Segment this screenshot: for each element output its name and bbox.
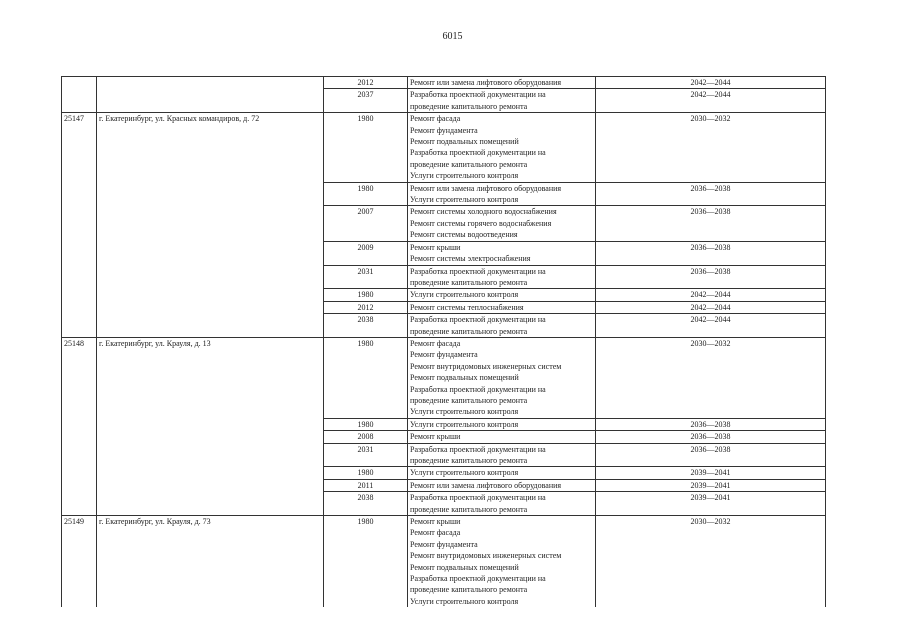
page-number: 6015 <box>442 31 463 42</box>
period-cell: 2036—2038 <box>596 265 826 289</box>
works-cell <box>408 265 596 289</box>
building-address-cell: г. Екатеринбург, ул. Красных командиров, д. 72 <box>97 113 324 338</box>
period-cell: 2036—2038 <box>596 431 826 443</box>
building-id-cell <box>62 77 97 113</box>
table-row <box>62 77 826 89</box>
period-cell: 2042—2044 <box>596 314 826 338</box>
work-item: Разработка проектной документации на <box>410 384 546 394</box>
period-cell: 2030—2032 <box>596 337 826 418</box>
work-item: Ремонт крыши <box>410 432 461 442</box>
work-item: Ремонт крыши <box>410 242 461 252</box>
work-item: Разработка проектной документации на <box>410 90 546 100</box>
works-cell <box>408 113 596 182</box>
work-item: Услуги строительного контроля <box>410 407 519 417</box>
work-item: Услуги строительного контроля <box>410 171 519 181</box>
year-cell: 1980 <box>324 516 408 608</box>
work-item: Услуги строительного контроля <box>410 290 519 300</box>
work-item: Ремонт или замена лифтового оборудования <box>410 78 562 87</box>
work-item: Разработка проектной документации на <box>410 315 546 325</box>
work-item: Ремонт фасада <box>410 528 461 538</box>
works-cell <box>408 467 596 479</box>
work-item: Услуги строительного контроля <box>410 468 519 478</box>
work-item: Услуги строительного контроля <box>410 596 519 606</box>
period-cell: 2042—2044 <box>596 289 826 301</box>
work-item: проведение капитального ремонта <box>410 101 528 111</box>
works-cell <box>408 241 596 265</box>
year-cell: 1980 <box>324 113 408 182</box>
period-cell: 2036—2038 <box>596 182 826 206</box>
building-address-cell: г. Екатеринбург, ул. Крауля, д. 73 <box>97 516 324 608</box>
year-cell: 2038 <box>324 314 408 338</box>
works-cell <box>408 431 596 443</box>
year-cell: 2009 <box>324 241 408 265</box>
repair-schedule-table <box>61 76 826 607</box>
year-cell: 2031 <box>324 265 408 289</box>
works-cell <box>408 516 596 608</box>
table-row <box>62 337 826 418</box>
year-cell: 2038 <box>324 492 408 516</box>
year-cell: 1980 <box>324 418 408 430</box>
work-item: Ремонт фасада <box>410 338 461 348</box>
works-cell <box>408 89 596 113</box>
year-cell: 2008 <box>324 431 408 443</box>
works-cell <box>408 206 596 241</box>
year-cell: 2012 <box>324 77 408 89</box>
work-item: проведение капитального ремонта <box>410 585 528 595</box>
period-cell: 2036—2038 <box>596 418 826 430</box>
period-cell: 2042—2044 <box>596 77 826 89</box>
schedule-body <box>62 77 826 608</box>
work-item: Ремонт фундамента <box>410 539 478 549</box>
building-address-cell: г. Екатеринбург, ул. Крауля, д. 13 <box>97 337 324 515</box>
work-item: Разработка проектной документации на <box>410 493 546 503</box>
works-cell <box>408 301 596 313</box>
table-row <box>62 516 826 608</box>
works-cell <box>408 182 596 206</box>
works-cell <box>408 289 596 301</box>
work-item: Ремонт системы теплоснабжения <box>410 302 524 312</box>
work-item: Ремонт системы горячего водоснабжения <box>410 218 552 228</box>
period-cell: 2030—2032 <box>596 113 826 182</box>
works-cell <box>408 314 596 338</box>
year-cell: 1980 <box>324 182 408 206</box>
year-cell: 1980 <box>324 467 408 479</box>
work-item: проведение капитального ремонта <box>410 504 528 514</box>
year-cell: 2007 <box>324 206 408 241</box>
works-cell <box>408 337 596 418</box>
period-cell: 2039—2041 <box>596 479 826 491</box>
work-item: Ремонт подвальных помещений <box>410 137 519 147</box>
work-item: Ремонт крыши <box>410 517 461 527</box>
works-cell <box>408 479 596 491</box>
works-cell <box>408 443 596 467</box>
work-item: Ремонт или замена лифтового оборудования <box>410 480 562 490</box>
work-item: Ремонт системы холодного водоснабжения <box>410 207 557 217</box>
period-cell: 2042—2044 <box>596 89 826 113</box>
period-cell: 2039—2041 <box>596 492 826 516</box>
period-cell: 2036—2038 <box>596 443 826 467</box>
work-item: Разработка проектной документации на <box>410 444 546 454</box>
work-item: Ремонт подвальных помещений <box>410 373 519 383</box>
work-item: Ремонт фасада <box>410 114 461 124</box>
work-item: проведение капитального ремонта <box>410 277 528 287</box>
work-item: Ремонт внутридомовых инженерных систем <box>410 361 562 371</box>
year-cell: 2011 <box>324 479 408 491</box>
work-item: Услуги строительного контроля <box>410 195 519 205</box>
work-item: Разработка проектной документации на <box>410 574 546 584</box>
period-cell: 2036—2038 <box>596 241 826 265</box>
work-item: Разработка проектной документации на <box>410 266 546 276</box>
work-item: проведение капитального ремонта <box>410 395 528 405</box>
work-item: Ремонт системы водоотведения <box>410 230 518 240</box>
works-cell <box>408 77 596 89</box>
work-item: Ремонт или замена лифтового оборудования <box>410 183 562 193</box>
work-item: Ремонт фундамента <box>410 350 478 360</box>
period-cell: 2042—2044 <box>596 301 826 313</box>
work-item: Ремонт внутридомовых инженерных систем <box>410 551 562 561</box>
period-cell: 2039—2041 <box>596 467 826 479</box>
work-item: проведение капитального ремонта <box>410 456 528 465</box>
work-item: Ремонт подвальных помещений <box>410 562 519 572</box>
year-cell: 2037 <box>324 89 408 113</box>
work-item: Ремонт системы электроснабжения <box>410 254 531 264</box>
year-cell: 2031 <box>324 443 408 467</box>
building-id-cell: 25147 <box>62 113 97 338</box>
work-item: Разработка проектной документации на <box>410 148 546 158</box>
year-cell: 2012 <box>324 301 408 313</box>
works-cell <box>408 492 596 516</box>
work-item: проведение капитального ремонта <box>410 159 528 169</box>
work-item: Ремонт фундамента <box>410 125 478 135</box>
table-row <box>62 113 826 182</box>
building-address-cell <box>97 77 324 113</box>
period-cell: 2036—2038 <box>596 206 826 241</box>
work-item: проведение капитального ремонта <box>410 326 528 336</box>
year-cell: 1980 <box>324 337 408 418</box>
work-item: Услуги строительного контроля <box>410 419 519 429</box>
building-id-cell: 25148 <box>62 337 97 515</box>
works-cell <box>408 418 596 430</box>
building-id-cell: 25149 <box>62 516 97 608</box>
period-cell: 2030—2032 <box>596 516 826 608</box>
year-cell: 1980 <box>324 289 408 301</box>
